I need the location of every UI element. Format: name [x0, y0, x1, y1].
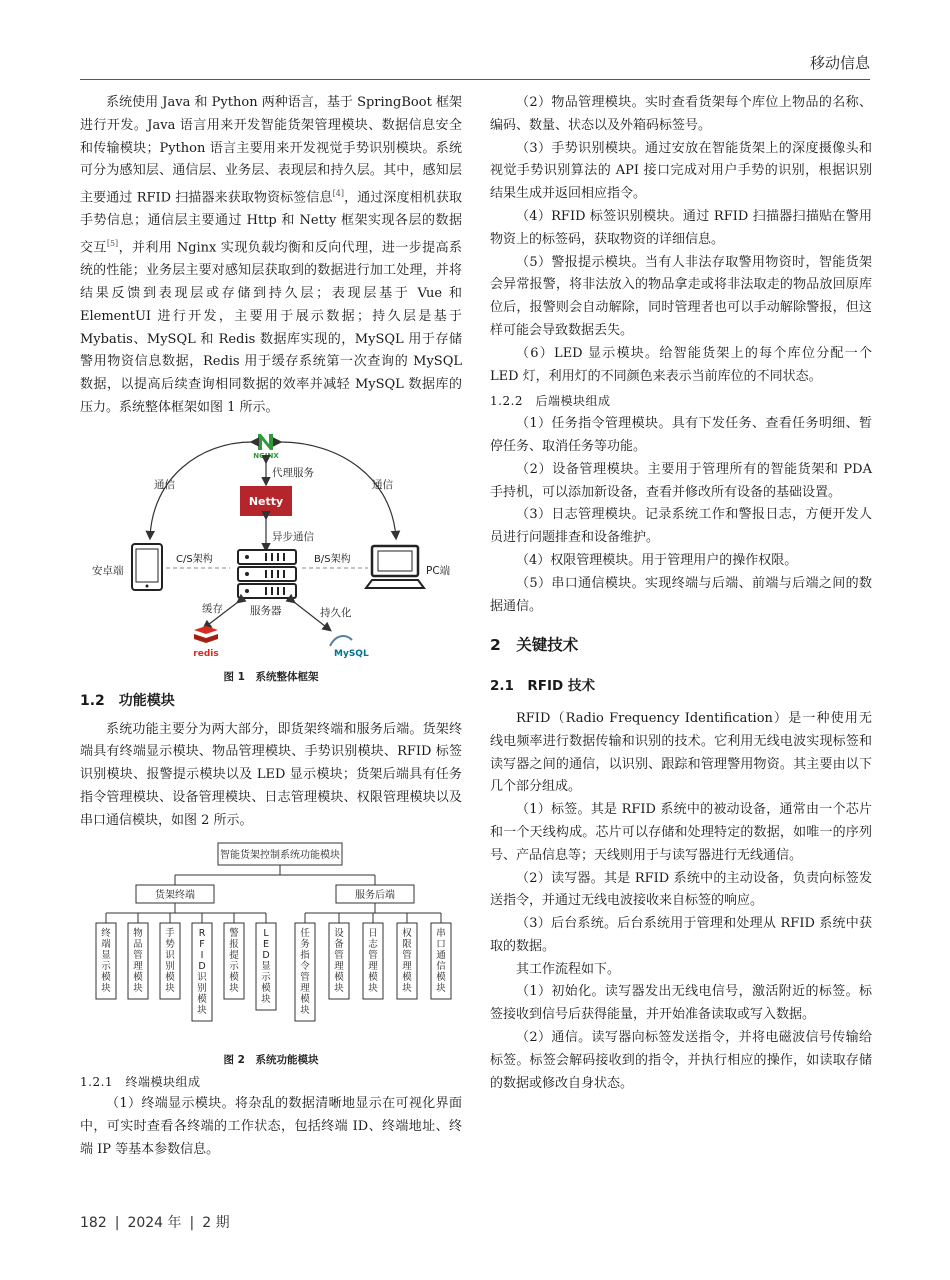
root-label: 智能货架控制系统功能模块 [220, 849, 340, 861]
cache-label: 缓存 [202, 602, 223, 615]
reader-paragraph: （2）读写器。其是 RFID 系统中的主动设备，负责向标签发送指令，并通过无线电波接收来自标签的响应。 [490, 870, 872, 909]
async-label: 异步通信 [272, 530, 314, 543]
comm-right-label: 通信 [372, 478, 393, 491]
backend-module-label: 设备管理模块 [334, 927, 344, 994]
terminal-module-label: L E D 显示模块 [261, 927, 271, 1005]
led-paragraph: （6）LED 显示模块。给智能货架上的每个库位分配一个 LED 灯，利用灯的不同颜色来表示当前库位的不同状态。 [490, 345, 872, 384]
section-1-2-heading: 1.2 功能模块 [80, 692, 175, 709]
bs-label: B/S架构 [314, 553, 351, 565]
server-icon [238, 550, 296, 598]
terminal-module-label: 警报提示模块 [229, 927, 239, 994]
citation-4[interactable]: [4] [332, 189, 344, 199]
gesture-paragraph: （3）手势识别模块。通过安放在智能货架上的深度摄像头和视觉手势识别算法的 API 接口完成对用户手势的识别，根据识别结果生成并返回相应指令。 [490, 140, 872, 202]
terminal-modules [96, 913, 276, 1021]
figure-1 [80, 428, 462, 682]
redis-icon [194, 626, 218, 643]
section-2-heading: 2 关键技术 [490, 636, 579, 655]
init-paragraph: （1）初始化。读写器发出无线电信号，激活附近的标签。标签接收到信号后获得能量，并开始准备读取或写入数据。 [490, 984, 872, 1023]
log-paragraph: （3）日志管理模块。记录系统工作和警报日志，方便开发人员进行问题排查和设备维护。 [490, 507, 872, 546]
figure-1-caption: 图 1 系统整体框架 [223, 670, 319, 682]
rfid-definition-paragraph: RFID（Radio Frequency Identification）是一种使用无线电频率进行数据传输和识别的技术。它利用无线电波实现标签和读写器之间的通信，以识别、跟踪和管理警用物资。其主要由以下几个部分组成。 [490, 710, 872, 795]
rfid-module-paragraph: （4）RFID 标签识别模块。通过 RFID 扫描器扫描贴在警用物资上的标签码，获取物资的详细信息。 [490, 208, 872, 247]
terminal-module-label: R F I D 识别模块 [197, 927, 207, 1016]
backend-module-label: 权限管理模块 [402, 927, 412, 994]
architecture-diagram [80, 428, 462, 682]
cs-label: C/S架构 [176, 553, 213, 565]
item-mgmt-paragraph: （2）物品管理模块。实时查看货架每个库位上物品的名称、编码、数量、状态以及外箱码标签号。 [490, 95, 872, 133]
comm-left-label: 通信 [154, 478, 175, 491]
page-footer: 182 | 2024 年 | 2 期 [80, 1215, 230, 1231]
right-column [490, 92, 872, 1095]
section-1-2-1-heading: 1.2.1 终端模块组成 [80, 1074, 201, 1089]
device-paragraph: （2）设备管理模块。主要用于管理所有的智能货架和 PDA 手持机，可以添加新设备，查看并修改所有设备的基础设置。 [490, 461, 872, 500]
mysql-icon [330, 636, 352, 646]
backend-module-label: 串口通信模块 [436, 927, 446, 994]
terminal-module-label: 物品管理模块 [133, 927, 143, 994]
intro-paragraph: 系统使用 Java 和 Python 两种语言，基于 SpringBoot 框架进行开发。Java 语言用来开发智能货架管理模块、数据信息安全和传输模块；Python 语言主要用来开发视觉手势识别模块。系统可分为感知层、通信层、业务层、表现层和持久层。其中，感知层主要通过 RFID 扫描器来获取物资标签信息[4]，通过深度相机获取手势信息；通信层主要通过 Http 和 Netty 框架实现各层的数据交互[5]，并利用 Nginx 实现负载均衡和反向代理，进一步提高系统的性能；业务层主要对感知层获取到的数据进行加工处理，并将结果反馈到表现层或存储到持久层；表现层基于 Vue 和 ElementUI 进行开发，主要用于展示数据；持久层是基于 Mybatis、MySQL 和 Redis 数据库实现的，MySQL 用于存储警用物资信息数据，Redis 用于缓存系统第一次查询的 MySQL 数据，以提高后续查询相同数据的效率并减轻 MySQL 数据库的压力。系统整体框架如图 1 所示。 [80, 95, 462, 416]
figure-2-caption: 图 2 系统功能模块 [223, 1053, 319, 1066]
permission-paragraph: （4）权限管理模块。用于管理用户的操作权限。 [516, 552, 798, 568]
serial-paragraph: （5）串口通信模块。实现终端与后端、前端与后端之间的数据通信。 [490, 575, 872, 614]
backend-system-paragraph: （3）后台系统。后台系统用于管理和处理从 RFID 系统中获取的数据。 [490, 916, 872, 954]
tablet-icon [132, 544, 162, 590]
left-column [80, 92, 462, 1162]
pc-label: PC端 [426, 564, 451, 577]
journal-title: 移动信息 [809, 54, 870, 72]
page-number: 182 [80, 1215, 107, 1231]
proxy-label: 代理服务 [272, 466, 314, 479]
nginx-label: NGINX [253, 451, 279, 460]
backend-module-label: 任务指令管理模块 [300, 927, 310, 1016]
terminal-module-label: 终端显示模块 [101, 927, 111, 994]
backend-module-label: 日志管理模块 [368, 927, 378, 994]
communication-paragraph: （2）通信。读写器向标签发送指令，并将电磁波信号传输给标签。标签会解码接收到的指令，并执行相应的操作，如读取存储的数据或修改自身状态。 [490, 1030, 872, 1091]
netty-label: Netty [248, 494, 284, 508]
citation-5[interactable]: [5] [106, 239, 119, 249]
module-tree-diagram [80, 841, 462, 1069]
figure-2 [80, 841, 462, 1069]
task-paragraph: （1）任务指令管理模块。具有下发任务、查看任务明细、暂停任务、取消任务等功能。 [490, 416, 872, 454]
nginx-icon [253, 434, 279, 460]
redis-label: redis [193, 648, 219, 659]
backend-modules [295, 913, 451, 1021]
footer-issue: 2 期 [202, 1215, 230, 1231]
mysql-label: MySQL [334, 648, 369, 659]
android-label: 安卓端 [92, 564, 124, 577]
terminal-label: 货架终端 [155, 889, 195, 901]
section-2-1-heading: 2.1 RFID 技术 [490, 678, 595, 695]
persist-label: 持久化 [320, 606, 352, 619]
footer-year: 2024 年 [127, 1215, 182, 1231]
terminal-module-label: 手势识别模块 [165, 927, 175, 994]
section-1-2-2-heading: 1.2.2 后端模块组成 [490, 394, 611, 409]
pc-icon [366, 546, 424, 588]
terminal-display-paragraph: （1）终端显示模块。将杂乱的数据清晰地显示在可视化界面中，可实时查看各终端的工作状态，包括终端 ID、终端地址、终端 IP 等基本参数信息。 [80, 1096, 462, 1157]
workflow-paragraph: 其工作流程如下。 [516, 961, 621, 977]
tag-paragraph: （1）标签。其是 RFID 系统中的被动设备，通常由一个芯片和一个天线构成。芯片可以存储和处理特定的数据，如唯一的序列号、产品信息等；天线则用于与读写器进行无线通信。 [490, 802, 872, 863]
header-rule [80, 79, 870, 80]
server-label: 服务器 [250, 604, 282, 617]
section-1-2-paragraph: 系统功能主要分为两大部分，即货架终端和服务后端。货架终端具有终端显示模块、物品管理模块、手势识别模块、RFID 标签识别模块、报警提示模块以及 LED 显示模块；货架后端具有任务指令管理模块、设备管理模块、日志管理模块、权限管理模块以及串口通信模块，如图 2 所示。 [80, 721, 462, 828]
alarm-paragraph: （5）警报提示模块。当有人非法存取警用物资时，智能货架会异常报警，将非法放入的物品拿走或将非法取走的物品放回原库位后，报警则会自动解除，同时管理者也可以手动解除警报，但这样可能会导致数据丢失。 [490, 254, 872, 338]
backend-label: 服务后端 [355, 889, 395, 901]
